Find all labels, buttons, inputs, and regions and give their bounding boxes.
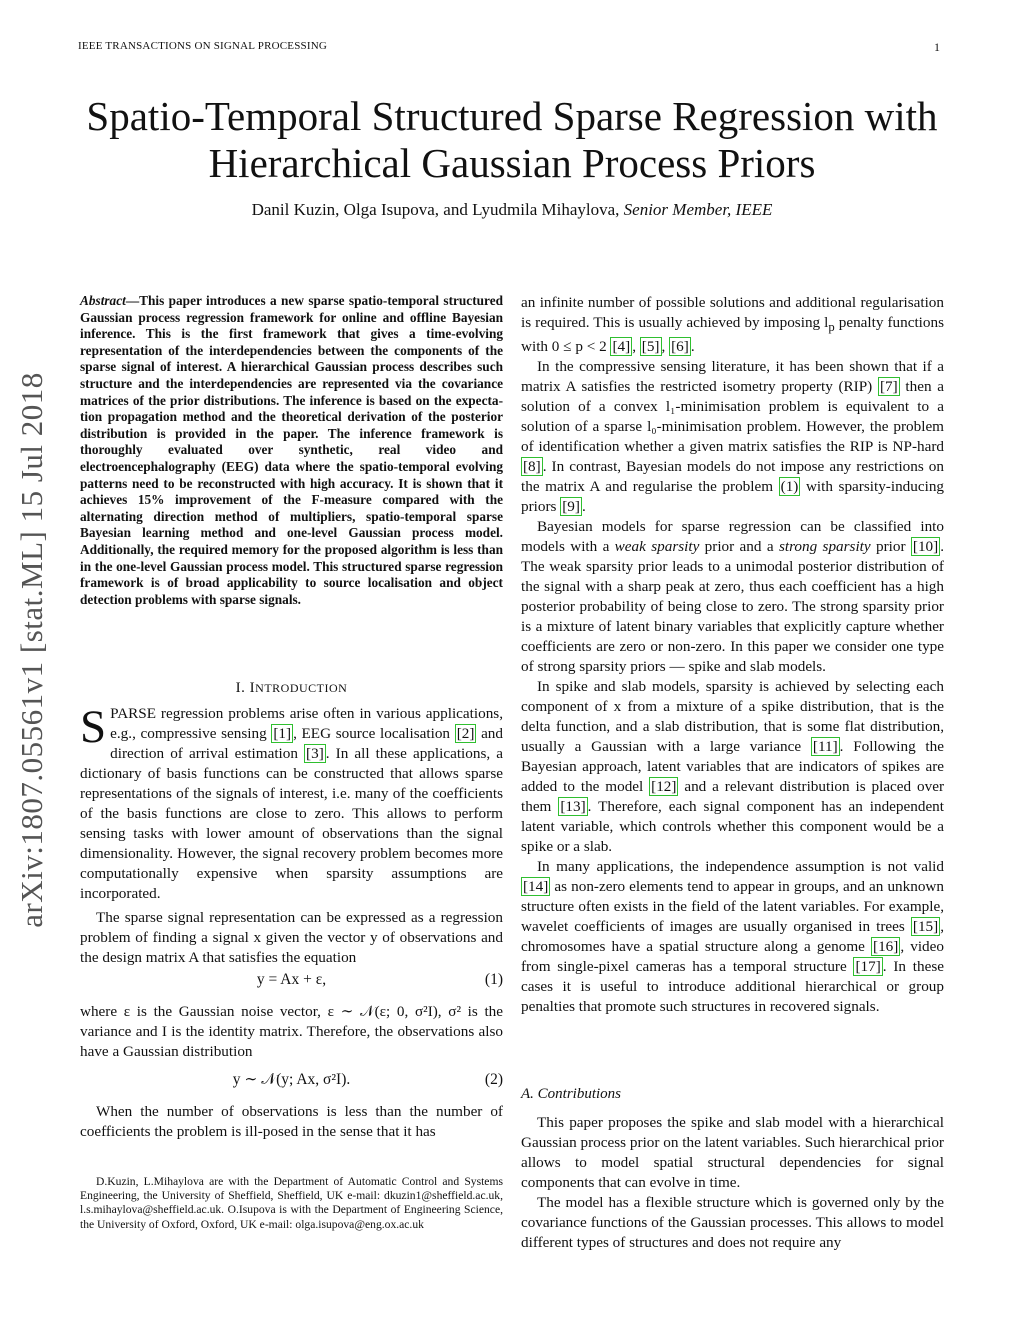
citation-link[interactable]: [4] — [612, 338, 631, 356]
citation-link[interactable]: [10] — [912, 538, 939, 556]
contributions-paragraph-2: The model has a flexible structure which is governed only by the covariance functions of the Gaussian processes. This allows to model different types of structures and does not require any — [521, 1194, 944, 1251]
intro-paragraph-2: The sparse signal representation can be expressed as a regression problem of finding a signal x given the vector y of observations and the design matrix A that satisfies the equation — [80, 909, 503, 966]
equation-1: y = Ax + ε, (1) — [256, 971, 503, 988]
citation-link[interactable]: [17] — [855, 958, 881, 976]
intro-paragraph-4: When the number of observations is less than the number of coefficients the problem is ill-posed in the sense that it has — [80, 1103, 503, 1140]
intro-paragraph-3: where ε is the Gaussian noise vector, ε ∼ 𝒩(ε; 0, σ²I), σ² is the variance and I is the identity matrix. Therefore, the observations also have a Gaussian distribution — [80, 1003, 503, 1060]
citation-link[interactable]: [9] — [562, 498, 580, 516]
author-names: Danil Kuzin, Olga Isupova, and Lyudmila Mihaylova, — [251, 200, 620, 219]
right-paragraph-2: In the compressive sensing literature, it has been shown that if a matrix A satisfies the restricted isometry property (RIP) [7] then a solution of a convex l₁-minimisation problem is equivalent to a solution of a sparse l₀-minimisation problem. However, the problem of identification whether a given matrix satisfies the RIP is NP-hard [8] . In contrast, Bayesian models do not impose any restrictions on the matrix A and regularise the problem (1) with sparsity-inducing priors [9] . — [521, 358, 945, 516]
citation-link[interactable]: [7] — [879, 378, 898, 396]
introduction-body — [80, 701, 503, 1142]
citation-link[interactable]: [2] — [456, 725, 475, 742]
subsection-heading-contributions: A. Contributions — [521, 1086, 622, 1102]
citation-link[interactable]: [12] — [651, 778, 677, 796]
page-number: 1 — [934, 40, 940, 54]
right-paragraph-3: Bayesian models for sparse regression can be classified into models with a weak sparsity prior and a strong sparsity prior [10] . The weak sparsity prior leads to a unimodal posterior distribution of the signal with a sharp peak at zero, thus each coefficient has a high posterior probability of being close to zero. The strong sparsity prior is a mixture of latent binary variables that explicitly capture whether coefficients are zero or non-zero. In this paper we consider one type of strong sparsity priors — spike and slab models. — [521, 518, 944, 676]
citation-link[interactable]: [16] — [873, 938, 899, 956]
abstract-label: Abstract — [80, 293, 126, 308]
author-line — [40, 200, 984, 220]
citation-link[interactable]: [15] — [912, 918, 939, 936]
citation-link[interactable]: [13] — [560, 798, 586, 816]
citation-link[interactable]: [14] — [523, 878, 549, 896]
running-header: IEEE TRANSACTIONS ON SIGNAL PROCESSING — [78, 40, 328, 52]
citation-link[interactable]: [3] — [306, 745, 324, 762]
paper-title: Spatio-Temporal Structured Sparse Regression with Hierarchical Gaussian Process Priors — [86, 93, 938, 186]
citation-link[interactable]: [6] — [671, 338, 689, 356]
right-paragraph-4: In spike and slab models, sparsity is achieved by selecting each component of x from a mixture of a spike distribution, that is the delta function, and a slab distribution, that is some flat distribution, usually a Gaussian with a large variance [11] . Following the Bayesian approach, latent variables that are indicators of spikes are added to the model [12] and a relevant distribution is placed over them [13] . Therefore, each signal component has an independent latent variable, which controls whether this component would be a spike or a slab. — [521, 678, 945, 856]
citation-link[interactable]: [1] — [273, 725, 292, 742]
contributions-body — [521, 1113, 944, 1253]
equation-2: y ∼ 𝒩(y; Ax, σ²I). (2) — [232, 1071, 503, 1088]
abstract-text: —This paper introduces a new sparse spatio-temporal structured Gaussian process regression framework for online and offline Bayesian inference. This is the first framework that gives a time-evolving representation of the interdependencies between the components of the sparse signal of interest. A hierarchical Gaussian process describes such structure and the interdependencies are represented via the covariance matrices of the prior distributions. The inference is based on the expecta-tion propagation method and the theoretical derivation of the posterior distribution is provided in the paper. The inference framework is thoroughly evaluated over synthetic, real video and electroencephalography (EEG) data where the spatio-temporal evolving patterns need to be reconstructed with high accuracy. It is shown that it achieves 15% improvement of the F-measure compared with the alternating direction method of multipliers, spatio-temporal sparse Bayesian learning method and one-level Gaussian process model. Additionally, the required memory for the proposed algorithm is less than in the one-level Gaussian process model. This structured sparse regression framework is of broad applicability to source localisation and object detection problems with sparse signals. — [80, 293, 503, 607]
section-heading-introduction: I. INTRODUCTION — [235, 680, 348, 696]
abstract — [80, 293, 503, 608]
author-role: Senior Member, IEEE — [623, 200, 773, 219]
citation-link[interactable]: [8] — [523, 458, 541, 476]
citation-link[interactable]: [5] — [641, 338, 660, 356]
right-column-body — [521, 293, 944, 1017]
contributions-paragraph-1: This paper proposes the spike and slab model with a hierarchical Gaussian process prior on the latent variables. Such hierarchical prior allows to model spatial structural dependencies for signal components that can evolve in time. — [521, 1114, 944, 1191]
right-paragraph-5: In many applications, the independence assumption is not valid [14] as non-zero elements tend to appear in groups, and an unknown structure often exists in the field of the latent variables. For example, wavelet coefficients of images are usually organised in trees [15] , chromosomes have a spatial structure along a genome [16] , video from single-pixel cameras has a temporal structure [17] . In these cases it is useful to introduce additional hierarchical or group penalties that promote such structures in recovered signals. — [521, 858, 944, 1016]
equation-link[interactable]: (1) — [780, 478, 799, 496]
drop-cap: S — [80, 701, 107, 753]
citation-link[interactable]: [11] — [812, 738, 838, 756]
intro-paragraph-1: SPARSE regression problems arise often in various applications, e.g., compressive sensing [1] , EEG source localisation [2] and direction of arrival estimation [3] . In all these applications, a dictionary of basis functions can be constructed that allows sparse representations of the signals of interest, i.e. many of the coefficients of the basis functions are close to zero. This allows to perform sensing tasks with lower amount of observations than the signal dimensionality. However, the signal recovery problem becomes more computationally expensive when sparsity assumptions are incorporated. — [80, 701, 503, 902]
arxiv-identifier: arXiv:1807.05561v1 [stat.ML] 15 Jul 2018 — [14, 372, 49, 928]
author-footnote: D.Kuzin, L.Mihaylova are with the Department of Automatic Control and Systems Engineering, the University of Sheffield, Sheffield, UK e-mail: dkuzin1@sheffield.ac.uk, l.s.mihaylova@sheffield.ac.uk. O.Isupova is with the Department of Engineering Science, the University of Oxford, Oxford, UK e-mail: olga.isupova@eng.ox.ac.uk — [80, 1175, 503, 1231]
arxiv-sidebar — [2, 340, 62, 960]
right-paragraph-1: an infinite number of possible solutions and additional regularisation is required. This is usually achieved by imposing $l_p$ penalty functions with 0 ≤ p < 2 [4] , [5] , [6] . — [521, 294, 944, 356]
